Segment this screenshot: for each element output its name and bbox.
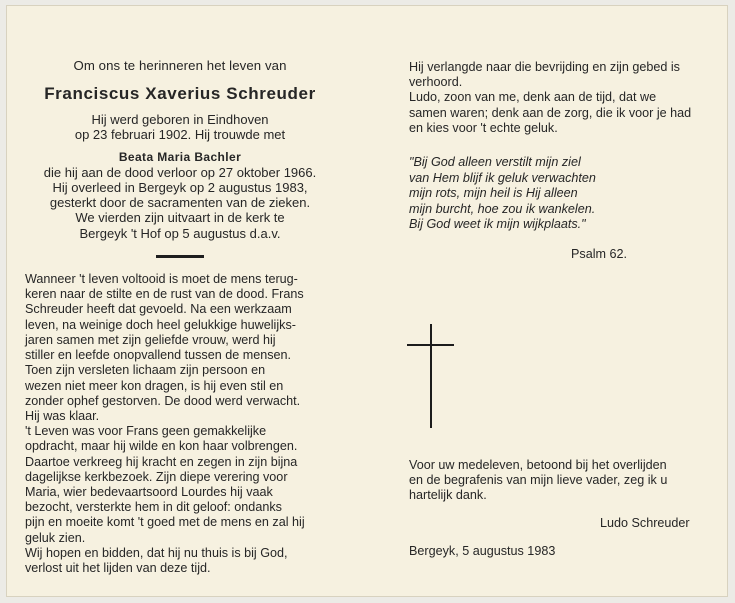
eulogy-line: dagelijkse kerkbezoek. Zijn diepe verering voor xyxy=(25,469,288,484)
eulogy-line: 't Leven was voor Frans geen gemakkelijke xyxy=(25,424,267,439)
eulogy-line: pijn en moeite komt 't goed met de mens en zal hij xyxy=(25,515,305,530)
eulogy-line: keren naar de stilte en de rust van de dood. Frans xyxy=(25,287,304,302)
death-line: die hij aan de dood verloor op 27 oktober 1966. xyxy=(43,164,317,180)
birth-details xyxy=(25,112,335,143)
death-line: We vierden zijn uitvaart in de kerk te xyxy=(75,210,285,226)
farewell-line: en kies voor 't echte geluk. xyxy=(409,120,558,135)
thanks-line: en de begrafenis van mijn lieve vader, zeg ik u xyxy=(409,473,668,488)
eulogy-line: Hij was klaar. xyxy=(25,408,100,423)
thanks-text xyxy=(409,458,709,504)
eulogy-line: geluk zien. xyxy=(25,530,86,545)
section-divider xyxy=(156,255,204,258)
thanks-line: Voor uw medeleven, betoond bij het overlijden xyxy=(409,458,667,472)
death-line: gesterkt door de sacramenten van de zieken. xyxy=(49,195,311,211)
place-date: Bergeyk, 5 augustus 1983 xyxy=(409,544,556,558)
birth-line: op 23 februari 1902. Hij trouwde met xyxy=(74,127,286,143)
quote-line: Bij God weet ik mijn wijkplaats." xyxy=(409,217,586,232)
eulogy-line: leven, na weinige doch heel gelukkige huwelijks- xyxy=(25,317,296,332)
farewell-line: Hij verlangde naar die bevrijding en zijn gebed is xyxy=(409,60,680,74)
thanks-line: hartelijk dank. xyxy=(409,488,487,503)
cross-icon-bar xyxy=(407,344,454,346)
farewell-line: Ludo, zoon van me, denk aan de tijd, dat we xyxy=(409,90,657,105)
right-column xyxy=(409,60,709,261)
farewell-line: verhoord. xyxy=(409,75,463,90)
eulogy-text xyxy=(25,272,335,576)
eulogy-line: wezen niet meer kon dragen, is hij even stil en xyxy=(25,378,284,393)
farewell-line: samen waren; denk aan de zorg, die ik voor je had xyxy=(409,105,692,120)
psalm-quote xyxy=(409,155,709,233)
eulogy-line: zonder ophef gestorven. De dood werd verwacht. xyxy=(25,393,301,408)
eulogy-line: Wij hopen en bidden, dat hij nu thuis is bij God, xyxy=(25,545,288,560)
eulogy-line: Daartoe verkreeg hij kracht en zegen in zijn bijna xyxy=(25,454,298,469)
left-column xyxy=(25,58,335,576)
death-details xyxy=(25,165,335,241)
birth-line: Hij werd geboren in Eindhoven xyxy=(91,112,269,127)
eulogy-line: stiller en leefde onopvallend tussen de mensen. xyxy=(25,348,292,363)
cross-icon xyxy=(430,324,432,428)
death-line: Hij overleed in Bergeyk op 2 augustus 1983, xyxy=(52,179,308,195)
eulogy-line: verlost uit het lijden van deze tijd. xyxy=(25,560,211,575)
spouse-name: Beata Maria Bachler xyxy=(118,149,242,164)
eulogy-line: Toen zijn versleten lichaam zijn persoon en xyxy=(25,363,266,378)
quote-line: "Bij God alleen verstilt mijn ziel xyxy=(409,155,581,170)
signature: Ludo Schreuder xyxy=(600,516,690,530)
deceased-name: Franciscus Xaverius Schreuder xyxy=(44,84,316,103)
eulogy-line: bezocht, versterkte hem in dit geloof: ondanks xyxy=(25,500,282,515)
eulogy-line: Maria, wier bedevaartsoord Lourdes hij vaak xyxy=(25,484,273,499)
psalm-reference: Psalm 62. xyxy=(571,246,627,261)
death-line: Bergeyk 't Hof op 5 augustus d.a.v. xyxy=(79,225,281,241)
eulogy-line: Schreuder heeft dat gevoeld. Na een werkzaam xyxy=(25,302,292,317)
quote-line: van Hem blijf ik geluk verwachten xyxy=(409,170,596,185)
quote-line: mijn burcht, hoe zou ik wankelen. xyxy=(409,201,596,216)
eulogy-line: Wanneer 't leven voltooid is moet de mens terug- xyxy=(25,272,298,287)
eulogy-line: jaren samen met zijn geliefde vrouw, werd hij xyxy=(25,332,276,347)
farewell-text xyxy=(409,60,709,136)
eulogy-line: opdracht, maar hij wilde en kon haar volbrengen. xyxy=(25,439,298,454)
quote-line: mijn rots, mijn heil is Hij alleen xyxy=(409,186,578,201)
intro-line: Om ons te herinneren het leven van xyxy=(73,58,287,73)
